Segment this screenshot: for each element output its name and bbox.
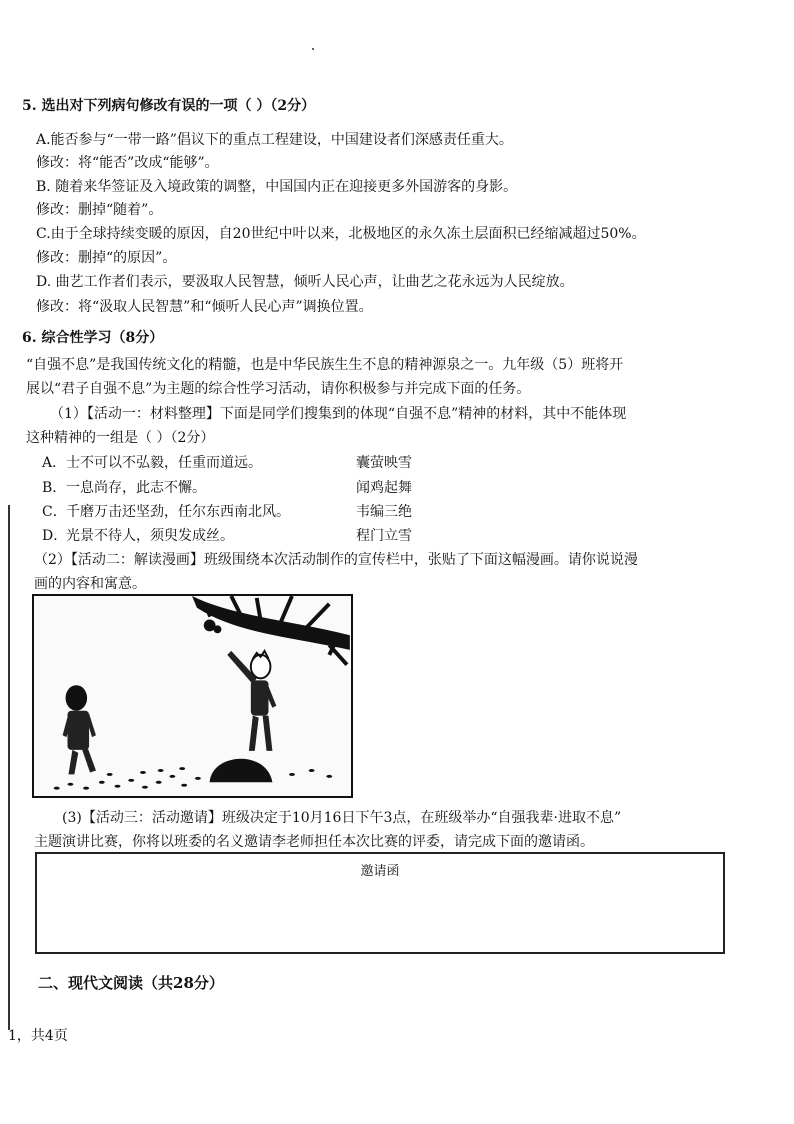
invitation-answer-box[interactable] xyxy=(35,852,725,954)
q5-fix-b: 修改：删掉“随着”。 xyxy=(36,202,163,218)
tree-branch xyxy=(192,596,350,650)
choice-b-quote: 一息尚存，此志不懈。 xyxy=(66,480,206,496)
q6-intro-line1: “自强不息”是我国传统文化的精髓，也是中华民族生生不息的精神源泉之一。九年级（5）班将开 xyxy=(26,357,624,373)
choice-b-idiom: 闻鸡起舞 xyxy=(356,480,412,496)
q5-stem: 5. 选出对下列病句修改有误的一项（ ）（2分） xyxy=(22,98,316,114)
choice-b-letter: B． xyxy=(42,480,67,496)
comic-drawing xyxy=(34,596,351,796)
q6-task1-line2: 这种精神的一组是（ ）（2分） xyxy=(26,430,215,446)
q5-option-c: C.由于全球持续变暖的原因，自20世纪中叶以来，北极地区的永久冻土层面积已经缩减超过50%。 xyxy=(36,226,646,242)
q6-task3-line2: 主题演讲比赛，你将以班委的名义邀请李老师担任本次比赛的评委，请完成下面的邀请函。 xyxy=(34,834,594,850)
q5-fix-a: 修改：将“能否”改成“能够”。 xyxy=(36,155,219,171)
reaching-boy xyxy=(227,651,276,751)
choice-c-letter: C． xyxy=(42,504,67,520)
choice-a-idiom: 囊萤映雪 xyxy=(356,455,412,471)
choice-d-quote: 光景不待人，须臾发成丝。 xyxy=(66,528,234,544)
section-2-heading: 二、现代文阅读（共28分） xyxy=(38,974,224,992)
choice-c-idiom: 韦编三绝 xyxy=(356,504,412,520)
choice-d-letter: D． xyxy=(42,528,68,544)
choice-a-quote: 士不可以不弘毅，任重而道远。 xyxy=(66,455,262,471)
q6-task3-line1: (3)【活动三：活动邀请】班级决定于10月16日下午3点，在班级举办“自强我辈·进取不息” xyxy=(62,810,622,826)
q6-task1-line1: （1）【活动一：材料整理】下面是同学们搜集到的体现“自强不息”精神的材料，其中不能体现 xyxy=(50,406,627,422)
invitation-title: 邀请函 xyxy=(360,864,400,879)
q5-option-d: D. 曲艺工作者们表示，要汲取人民智慧，倾听人民心声，让曲艺之花永远为人民绽放。 xyxy=(36,274,574,290)
rock xyxy=(210,759,273,783)
q5-option-a: A.能否参与“一带一路”倡议下的重点工程建设，中国建设者们深感责任重大。 xyxy=(36,132,513,148)
choice-c-quote: 千磨万击还坚劲，任尔东西南北风。 xyxy=(66,504,290,520)
discouraged-boy xyxy=(63,685,96,774)
q5-fix-c: 修改：删掉“的原因”。 xyxy=(36,250,177,266)
scan-speck xyxy=(312,48,314,50)
q6-task2-line2: 画的内容和寓意。 xyxy=(34,576,146,592)
q5-option-b: B. 随着来华签证及入境政策的调整，中国国内正在迎接更多外国游客的身影。 xyxy=(36,179,518,195)
q6-task2-line1: （2）【活动二：解读漫画】班级围绕本次活动制作的宣传栏中，张贴了下面这幅漫画。请你说说漫 xyxy=(34,552,638,568)
q5-fix-d: 修改：将“汲取人民智慧”和“倾听人民心声”调换位置。 xyxy=(36,299,373,315)
q6-intro-line2: 展以“君子自强不息”为主题的综合性学习活动，请你积极参与并完成下面的任务。 xyxy=(26,381,531,397)
choice-d-idiom: 程门立雪 xyxy=(356,528,412,544)
choice-a-letter: A． xyxy=(42,455,67,471)
page-footer: 1，共4页 xyxy=(8,1028,68,1044)
comic-illustration xyxy=(32,594,353,798)
margin-binding-line xyxy=(8,505,10,1030)
q6-heading: 6. 综合性学习（8分） xyxy=(22,330,164,346)
